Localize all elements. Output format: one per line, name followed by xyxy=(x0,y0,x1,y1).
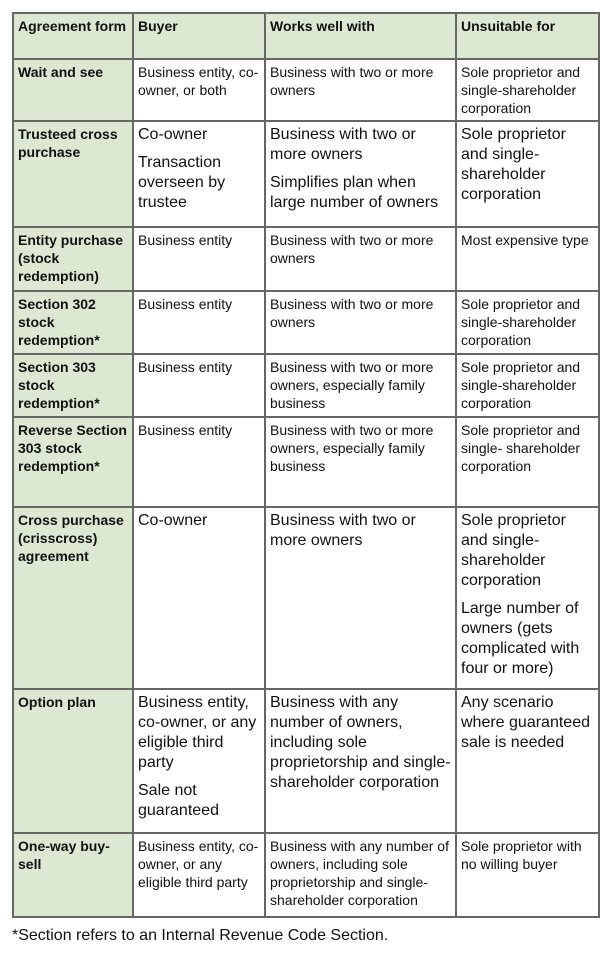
buyer-cell xyxy=(133,833,265,917)
table-row xyxy=(13,417,599,507)
unsuitable-cell xyxy=(456,227,599,291)
table-row xyxy=(13,227,599,291)
header-agreement-form: Agreement form xyxy=(13,13,133,59)
agreement-form-cell: Entity purchase (stock redemption) xyxy=(13,227,133,291)
buyer-text: Co-owner xyxy=(138,512,208,529)
unsuitable-text: Sole proprietor with no willing buyer xyxy=(461,838,582,872)
agreement-form-cell: Wait and see xyxy=(13,59,133,121)
works-cell xyxy=(265,121,456,227)
buyer-text: Business entity, co-owner, or both xyxy=(138,64,259,98)
buyer-cell xyxy=(133,507,265,689)
agreement-form-cell: Trusteed cross purchase xyxy=(13,121,133,227)
works-cell xyxy=(265,291,456,354)
table-row xyxy=(13,507,599,689)
unsuitable-text: Most expensive type xyxy=(461,232,589,248)
works-cell xyxy=(265,833,456,917)
table-row xyxy=(13,291,599,354)
buyer-text: Business entity xyxy=(138,296,233,312)
buyer-cell xyxy=(133,59,265,121)
header-row xyxy=(13,13,599,59)
works-cell xyxy=(265,689,456,833)
works-text: Business with two or more owners xyxy=(270,64,434,98)
works-text: Business with any number of owners, including sole proprietorship and single-shareholder corporation xyxy=(270,694,451,791)
buyer-text: Business entity xyxy=(138,232,233,248)
unsuitable-text: Sole proprietor and single- shareholder corporation xyxy=(461,422,581,474)
buyer-cell xyxy=(133,227,265,291)
unsuitable-text: Sole proprietor and single-shareholder corporation xyxy=(461,296,581,348)
buyer-cell xyxy=(133,417,265,507)
table-row xyxy=(13,833,599,917)
works-text: Business with any number of owners, including sole proprietorship and single-shareholder corporation xyxy=(270,838,449,908)
agreement-form-cell: One-way buy-sell xyxy=(13,833,133,917)
table-row xyxy=(13,689,599,833)
unsuitable-cell xyxy=(456,59,599,121)
buyer-text: Business entity xyxy=(138,422,233,438)
works-cell xyxy=(265,227,456,291)
works-cell xyxy=(265,354,456,417)
unsuitable-text: Sole proprietor and single-shareholder corporation xyxy=(461,64,581,116)
agreement-table xyxy=(12,12,600,918)
buyer-text: Transaction overseen by trustee xyxy=(138,154,226,211)
buyer-text: Business entity xyxy=(138,359,233,375)
works-text: Business with two or more owners xyxy=(270,232,434,266)
works-cell xyxy=(265,59,456,121)
buyer-cell xyxy=(133,689,265,833)
works-text: Business with two or more owners xyxy=(270,126,416,163)
table-row xyxy=(13,59,599,121)
agreement-form-cell: Cross purchase (crisscross) agreement xyxy=(13,507,133,689)
agreement-form-cell: Section 303 stock redemption* xyxy=(13,354,133,417)
buyer-text: Co-owner xyxy=(138,126,208,143)
unsuitable-text: Sole proprietor and single-shareholder corporation xyxy=(461,512,566,589)
agreement-form-cell: Option plan xyxy=(13,689,133,833)
unsuitable-cell xyxy=(456,121,599,227)
header-buyer: Buyer xyxy=(133,13,265,59)
buyer-cell xyxy=(133,354,265,417)
unsuitable-cell xyxy=(456,833,599,917)
buyer-cell xyxy=(133,291,265,354)
unsuitable-cell xyxy=(456,689,599,833)
header-unsuitable-for: Unsuitable for xyxy=(456,13,599,59)
unsuitable-text: Sole proprietor and single-shareholder corporation xyxy=(461,126,566,203)
unsuitable-cell xyxy=(456,417,599,507)
table-row xyxy=(13,121,599,227)
unsuitable-cell xyxy=(456,354,599,417)
works-text: Business with two or more owners xyxy=(270,296,434,330)
works-text: Simplifies plan when large number of owners xyxy=(270,174,439,211)
buyer-cell xyxy=(133,121,265,227)
buyer-text: Business entity, co-owner, or any eligible third party xyxy=(138,838,259,890)
works-cell xyxy=(265,507,456,689)
works-text: Business with two or more owners, especially family business xyxy=(270,359,434,411)
footnote: *Section refers to an Internal Revenue Code Section. xyxy=(12,927,389,944)
agreement-form-cell: Reverse Section 303 stock redemption* xyxy=(13,417,133,507)
unsuitable-cell xyxy=(456,507,599,689)
unsuitable-text: Any scenario where guaranteed sale is needed xyxy=(461,694,590,751)
unsuitable-cell xyxy=(456,291,599,354)
works-cell xyxy=(265,417,456,507)
works-text: Business with two or more owners xyxy=(270,512,416,549)
header-works-well-with: Works well with xyxy=(265,13,456,59)
unsuitable-text: Large number of owners (gets complicated with four or more) xyxy=(461,600,580,677)
table-row xyxy=(13,354,599,417)
works-text: Business with two or more owners, especially family business xyxy=(270,422,434,474)
buyer-text: Sale not guaranteed xyxy=(138,782,219,819)
unsuitable-text: Sole proprietor and single-shareholder corporation xyxy=(461,359,581,411)
buyer-text: Business entity, co-owner, or any eligible third party xyxy=(138,694,257,771)
agreement-form-cell: Section 302 stock redemption* xyxy=(13,291,133,354)
